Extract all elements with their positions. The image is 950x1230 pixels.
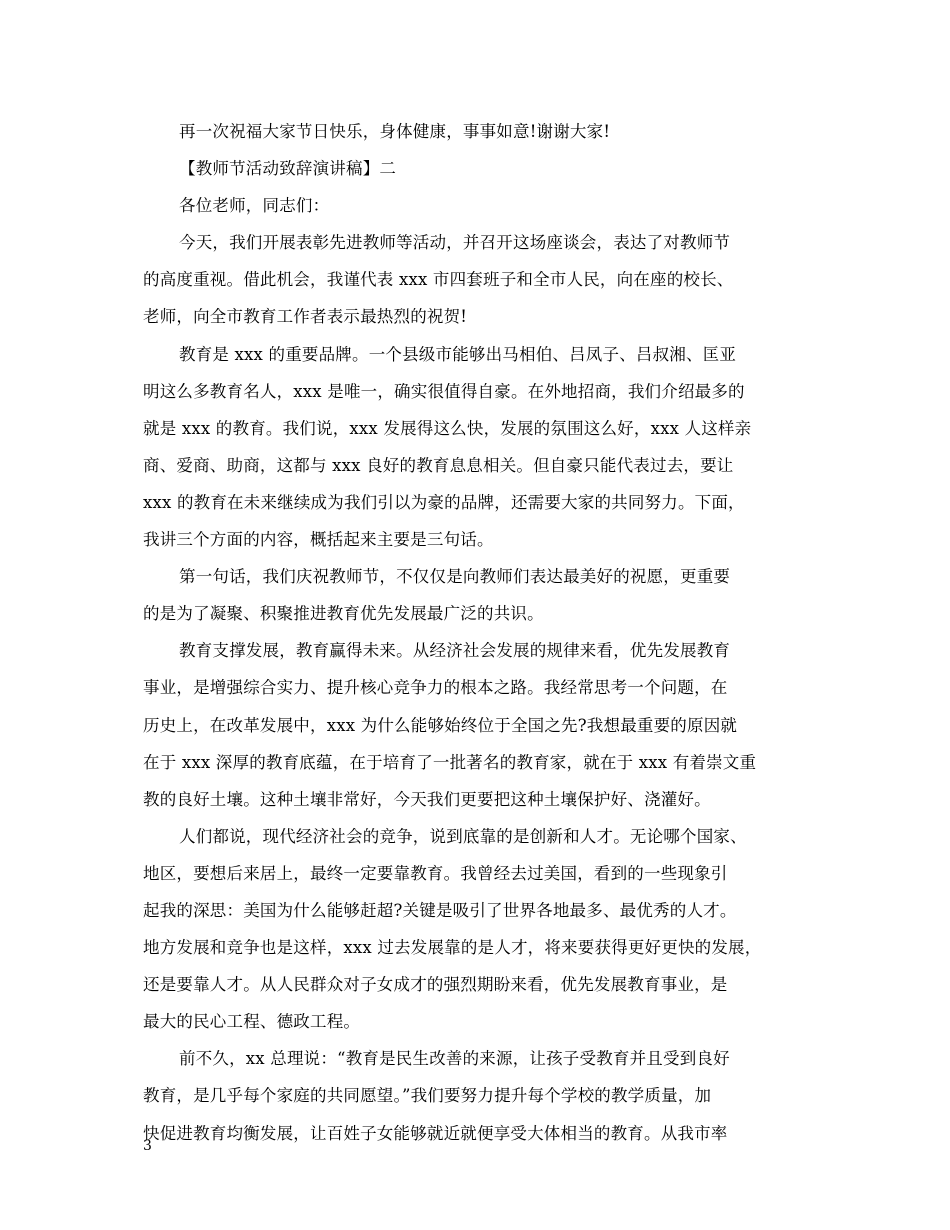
text-line: 地区，要想后来居上，最终一定要靠教育。我曾经去过美国，看到的一些现象引 [143,863,728,883]
text-line: 商、爱商、助商，这都与 xxx 良好的教育息息相关。但自豪只能代表过去，要让 [143,455,734,475]
text-line: 在于 xxx 深厚的教育底蕴，在于培育了一批著名的教育家，就在于 xxx 有着崇文重 [143,752,757,772]
text-line: 快促进教育均衡发展，让百姓子女能够就近就便享受大体相当的教育。从我市率 [143,1123,728,1143]
text-line: 人们都说，现代经济社会的竞争，说到底靠的是创新和人才。无论哪个国家、 [179,826,747,846]
page-number: 3 [143,1138,152,1154]
text-line: xxx 的教育在未来继续成为我们引以为豪的品牌，还需要大家的共同努力。下面， [143,492,745,512]
text-line: 的是为了凝聚、积聚推进教育优先发展最广泛的共识。 [143,604,544,624]
text-line: 教育，是几乎每个家庭的共同愿望。”我们要努力提升每个学校的教学质量，加 [143,1086,712,1106]
text-line: 明这么多教育名人，xxx 是唯一，确实很值得自豪。在外地招商，我们介绍最多的 [143,381,745,401]
text-line: 再一次祝福大家节日快乐，身体健康，事事如意!谢谢大家! [179,122,611,141]
text-line: 各位老师，同志们： [179,196,330,216]
text-line: 我讲三个方面的内容，概括起来主要是三句话。 [143,530,494,550]
text-line: 最大的民心工程、德政工程。 [143,1012,361,1032]
text-line: 地方发展和竞争也是这样，xxx 过去发展靠的是人才，将来要获得更好更快的发展， [143,938,762,958]
text-line: 还是要靠人才。从人民群众对子女成才的强烈期盼来看，优先发展教育事业，是 [143,975,728,995]
text-line: 今天，我们开展表彰先进教师等活动，并召开这场座谈会，表达了对教师节 [179,233,731,253]
text-line: 历史上，在改革发展中，xxx 为什么能够始终位于全国之先?我想最重要的原因就 [143,715,738,735]
text-line: 教的良好土壤。这种土壤非常好，今天我们更要把这种土壤保护好、浇灌好。 [143,789,711,809]
text-line: 教育是 xxx 的重要品牌。一个县级市能够出马相伯、吕凤子、吕叔湘、匡亚 [179,344,737,364]
text-line: 前不久，xx 总理说：“教育是民生改善的来源，让孩子受教育并且受到良好 [179,1049,730,1069]
text-line: 事业，是增强综合实力、提升核心竞争力的根本之路。我经常思考一个问题，在 [143,678,728,698]
text-line: 老师，向全市教育工作者表示最热烈的祝贺! [143,307,468,327]
text-line: 第一句话，我们庆祝教师节，不仅仅是向教师们表达最美好的祝愿，更重要 [179,567,731,587]
text-line: 就是 xxx 的教育。我们说，xxx 发展得这么快，发展的氛围这么好，xxx 人这样亲 [143,418,752,438]
document-body [143,113,815,1152]
text-line: 的高度重视。借此机会，我谨代表 xxx 市四套班子和全市人民，向在座的校长、 [143,270,734,290]
text-line: 教育支撑发展，教育赢得未来。从经济社会发展的规律来看，优先发展教育 [179,641,731,661]
text-line: 起我的深思：美国为什么能够赶超?关键是吸引了世界各地最多、最优秀的人才。 [143,900,737,920]
text-line: 【教师节活动致辞演讲稿】二 [179,159,397,179]
